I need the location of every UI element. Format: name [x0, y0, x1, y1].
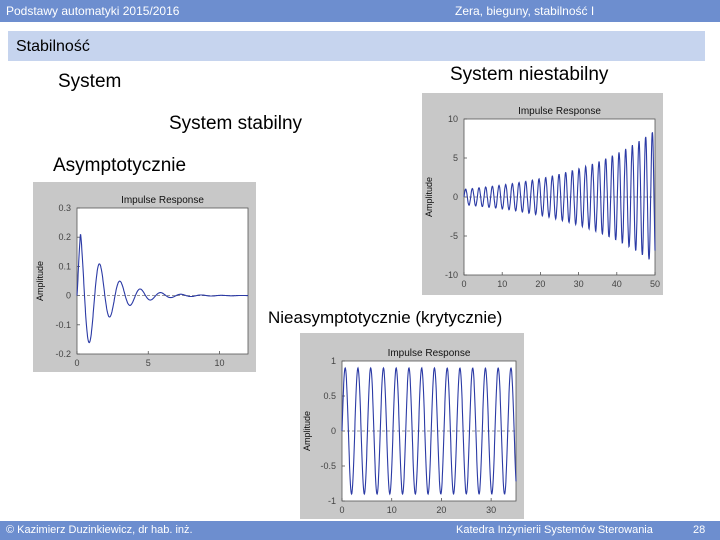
y-tick-label: -0.2 [55, 349, 71, 359]
y-axis-label: Amplitude [302, 410, 312, 452]
plot-asymptotic [33, 182, 256, 372]
y-tick-label: -0.1 [55, 319, 71, 330]
y-tick-label: -1 [327, 496, 336, 506]
y-tick-label: -10 [444, 270, 458, 280]
x-tick-label: 0 [461, 279, 467, 289]
y-tick-label: 0.3 [58, 203, 71, 213]
x-tick-label: 0 [339, 505, 345, 515]
label-stable: System stabilny [169, 113, 303, 134]
label-unstable: System niestabilny [450, 64, 609, 85]
x-tick-label: 0 [74, 358, 80, 368]
x-tick-label: 10 [497, 279, 508, 289]
y-tick-label: 10 [447, 114, 458, 124]
x-tick-label: 30 [486, 505, 497, 515]
footer-department: Katedra Inżynierii Systemów Sterowania [456, 524, 653, 536]
page-number: 28 [693, 524, 706, 536]
x-tick-label: 40 [611, 279, 622, 289]
impulse-response-chart-unstable [422, 93, 663, 295]
chart-title: Impulse Response [121, 195, 204, 206]
footer-author: © Kazimierz Duzinkiewicz, dr hab. inż. [6, 524, 193, 536]
y-tick-label: -0.5 [320, 461, 336, 471]
section-header [8, 31, 705, 61]
impulse-response-chart-critical [300, 333, 524, 519]
plot-unstable [422, 93, 663, 295]
x-tick-label: 50 [649, 279, 661, 289]
x-tick-label: 20 [436, 505, 447, 515]
footer-bar [0, 521, 720, 540]
y-tick-label: 1 [330, 356, 336, 366]
x-tick-label: 20 [535, 279, 546, 289]
section-title: Stabilność [16, 38, 90, 55]
y-axis-label: Amplitude [424, 176, 434, 218]
x-tick-label: 10 [386, 505, 397, 515]
y-tick-label: 0.2 [58, 232, 71, 243]
label-system: System [58, 71, 122, 92]
y-tick-label: 5 [452, 153, 458, 163]
y-tick-label: 0 [330, 426, 336, 436]
x-tick-label: 5 [145, 358, 151, 368]
header-bar [0, 0, 720, 22]
impulse-response-chart-asymptotic [33, 182, 256, 372]
y-tick-label: 0 [65, 290, 71, 301]
y-tick-label: 0 [452, 192, 458, 202]
y-axis-label: Amplitude [35, 260, 45, 302]
x-tick-label: 10 [214, 358, 225, 368]
y-tick-label: 0.5 [323, 391, 336, 401]
chart-title: Impulse Response [518, 106, 601, 117]
chart-title: Impulse Response [387, 348, 471, 359]
x-tick-label: 30 [573, 279, 584, 289]
lecture-title: Zera, bieguny, stabilność I [455, 4, 595, 18]
course-title: Podstawy automatyki 2015/2016 [6, 4, 180, 18]
label-asymptotic: Asymptotycznie [53, 155, 187, 176]
y-tick-label: 0.1 [58, 261, 71, 272]
plot-critical [300, 333, 524, 519]
label-critical: Nieasymptotycznie (krytycznie) [268, 308, 503, 327]
y-tick-label: -5 [449, 231, 458, 241]
